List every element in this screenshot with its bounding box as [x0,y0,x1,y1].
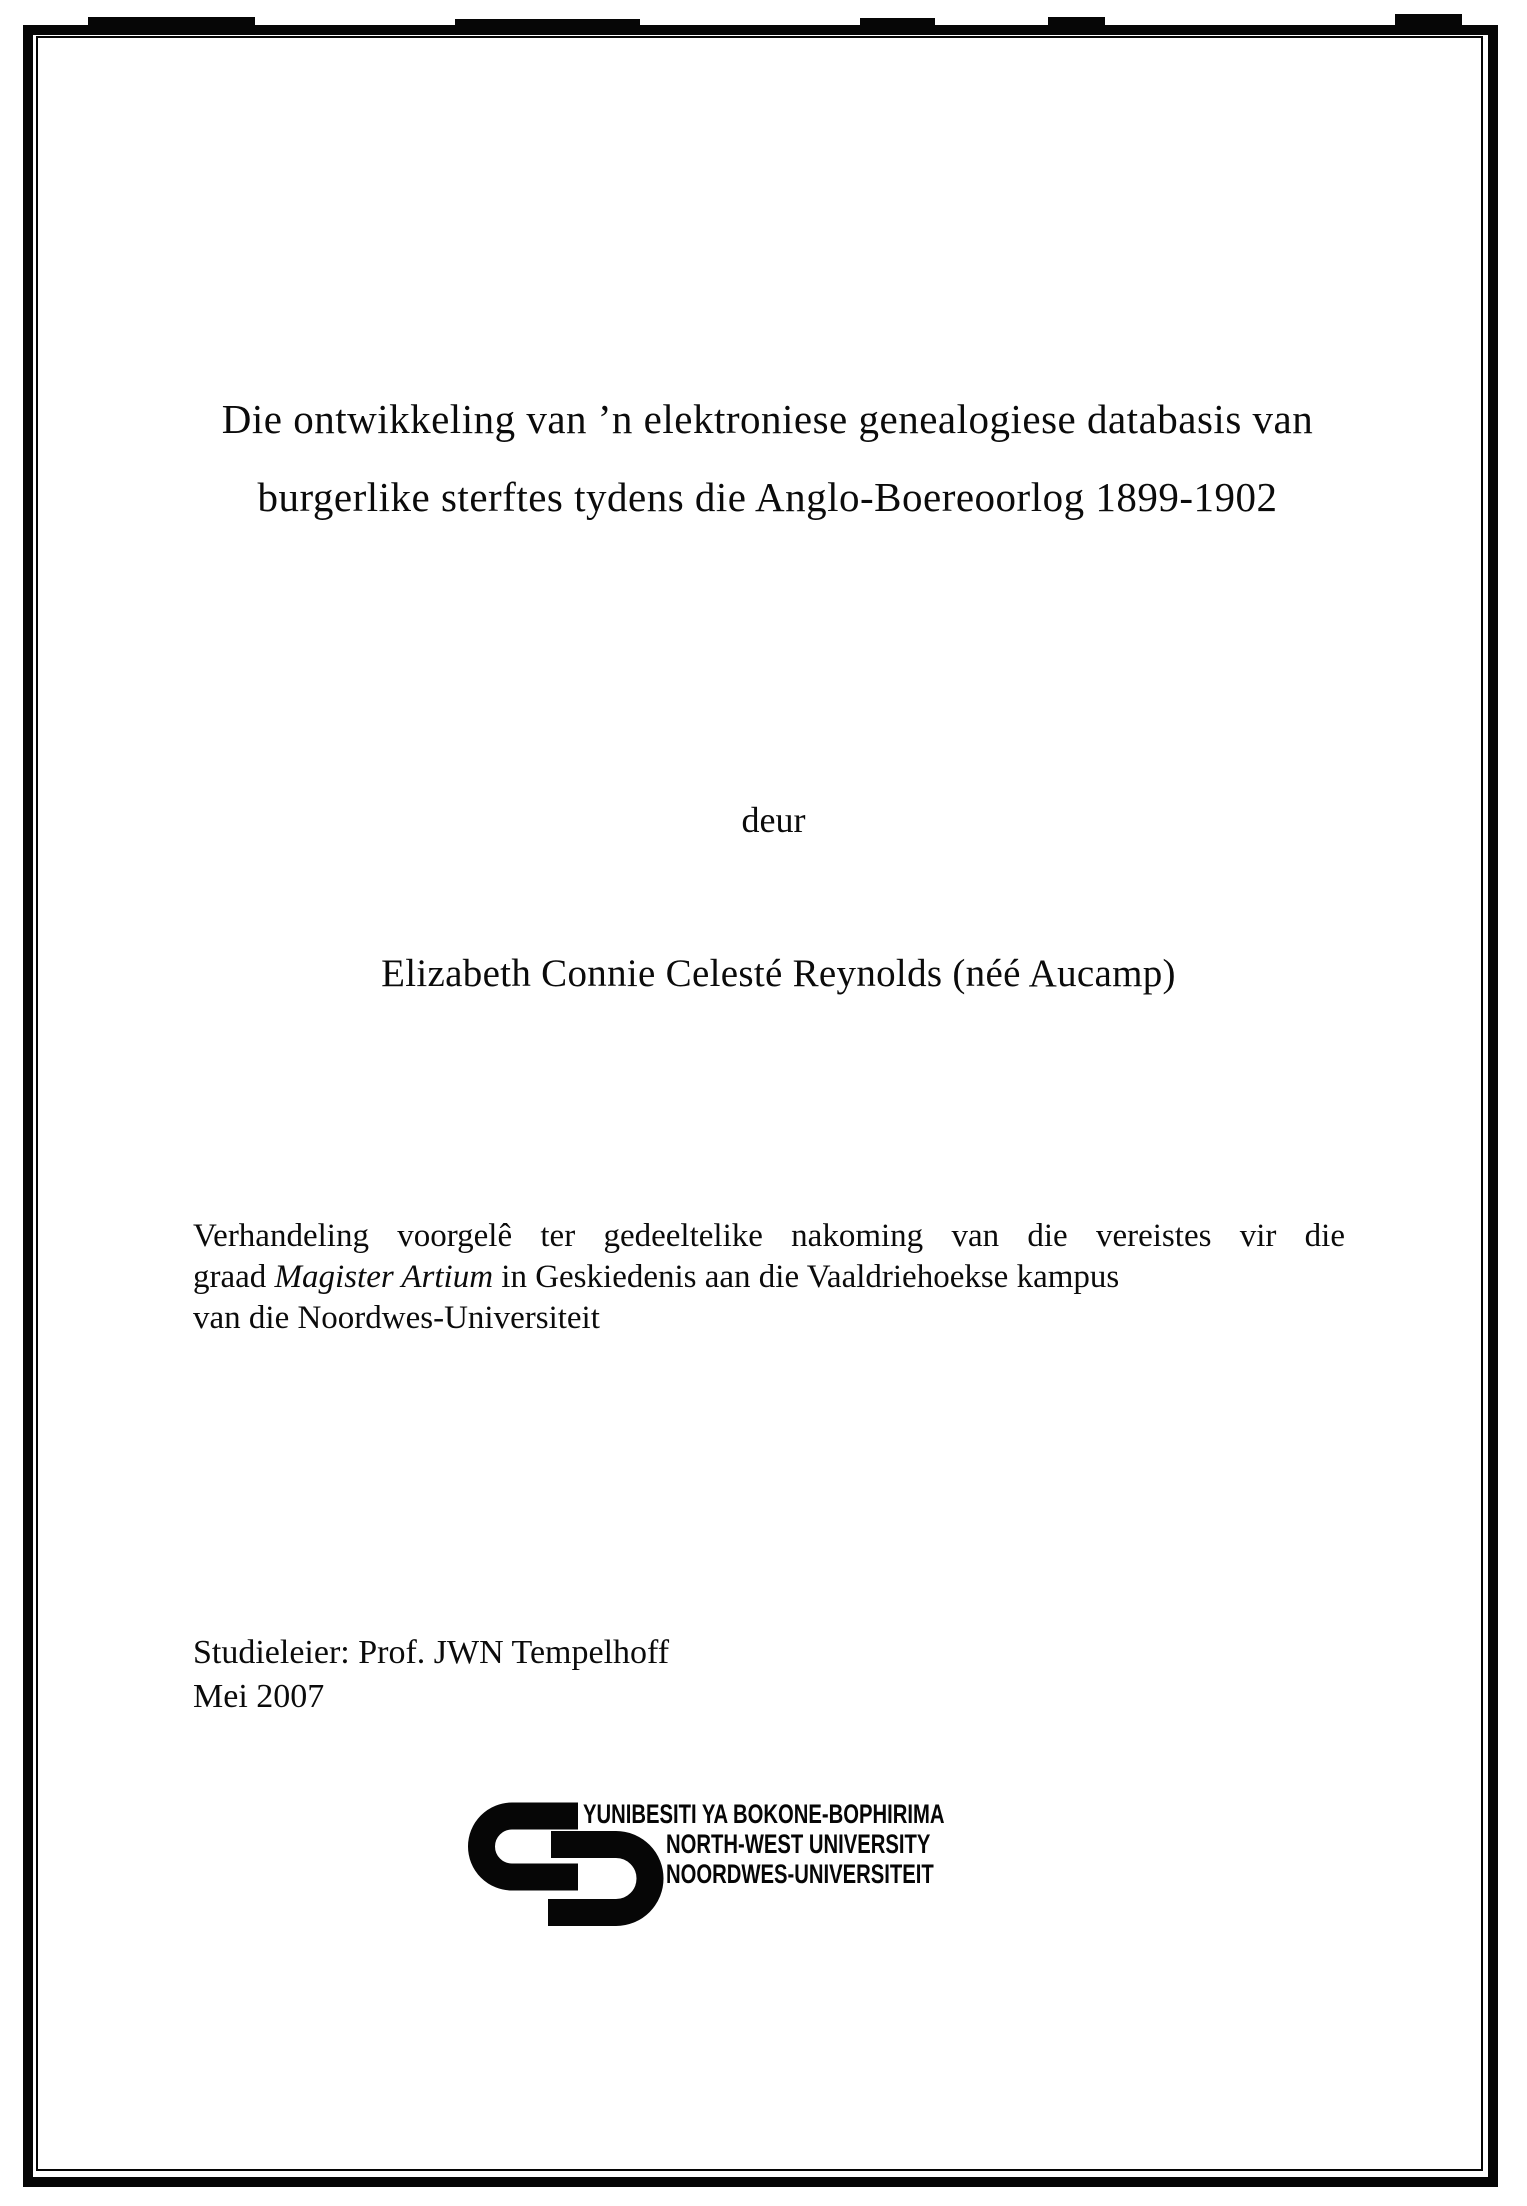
degree-name: Magister Artium [274,1259,494,1295]
degree-statement-line-2-suffix: in Geskiedenis aan die Vaaldriehoekse kampus [493,1259,1120,1295]
university-logo-text [583,1799,1065,1889]
scan-artifact [1048,17,1105,27]
degree-statement-line-1: Verhandeling voorgelê ter gedeeltelike nakoming van die vereistes vir die [193,1218,1345,1254]
supervisor-block [193,1631,669,1719]
author-name: Elizabeth Connie Celesté Reynolds (néé Aucamp) [381,952,1176,995]
degree-statement-line-2-prefix: graad [193,1259,275,1295]
byline: deur [741,800,806,840]
logo-text-line-3: NOORDWES-UNIVERSITEIT [666,1859,934,1889]
logo-text-line-2: NORTH-WEST UNIVERSITY [666,1829,931,1859]
degree-statement-line-2 [193,1257,1345,1298]
scan-artifact [88,17,255,27]
logo-text-line-1: YUNIBESITI YA BOKONE-BOPHIRIMA [583,1799,945,1829]
thesis-title-line-2: burgerlike sterftes tydens die Anglo-Boereoorlog 1899-1902 [257,474,1278,520]
degree-statement [193,1216,1345,1339]
scan-artifact [1395,14,1462,26]
degree-statement-line-3: van die Noordwes-Universiteit [193,1300,600,1336]
date-line: Mei 2007 [193,1678,325,1715]
scan-artifact [860,18,935,27]
scan-artifact [455,19,640,28]
supervisor-line: Studieleier: Prof. JWN Tempelhoff [193,1634,670,1671]
thesis-title [8,380,1527,536]
thesis-title-line-1: Die ontwikkeling van ’n elektroniese genealogiese databasis van [221,396,1314,442]
